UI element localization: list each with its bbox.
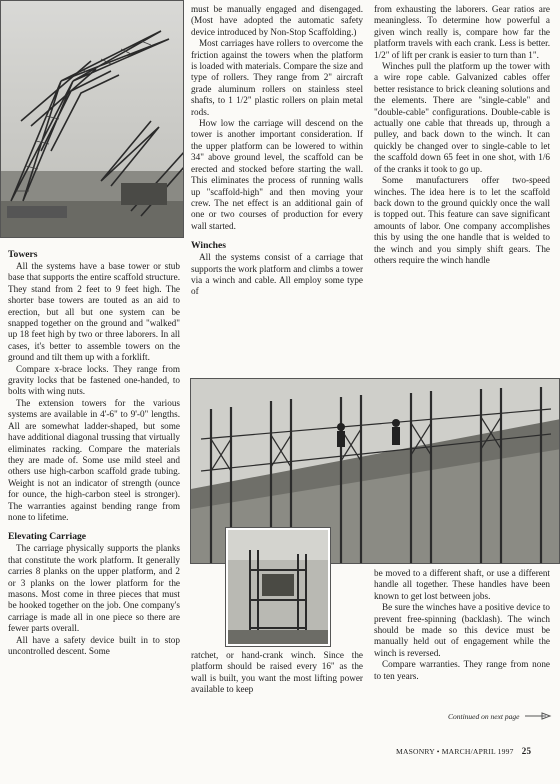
heading-elevating-carriage: Elevating Carriage — [8, 531, 87, 543]
continued-text: Continued on next page — [448, 712, 520, 721]
magazine-issue: MASONRY • MARCH/APRIL 1997 — [396, 747, 514, 756]
paragraph: ratchet, or hand-crank winch. Since the platform should be raised every 16" as the wall is built, you want the most lifting power available to keep — [191, 650, 363, 695]
paragraph: The extension towers for the various systems are available in 4'-6" to 9'-0" lengths. All are somewhat ladder-shaped, but some have additional diagonal trussing that virtually eliminates racking. Compare the materials they are made of. Some use mild steel and others use high-carbon scaffold grade tubing. Weight is not an indicator of strength (ounce for ounce, the high-carbon steel is stronger). The warranties against bending range from none to lifetime. — [8, 397, 180, 522]
page-footer — [396, 746, 531, 756]
heading-towers: Towers — [8, 249, 38, 260]
column-2 — [191, 4, 363, 298]
paragraph: Some manufacturers offer two-speed winches. The idea here is to let the scaffold back down to the ground quickly once the wall is topped out. This feature can save significant amounts of labor. One company accomplishes this by using the one handle that is welded to the winch and you simply shift gears. The others require the winch handle — [374, 175, 550, 265]
column-1 — [8, 246, 180, 657]
photo-scaffold-towers-image — [1, 1, 184, 238]
photo-scaffold-closeup-image — [228, 530, 328, 644]
arrow-icon — [524, 712, 552, 722]
paragraph: Winches pull the platform up the tower with a wire rope cable. Galvanized cables offer better resistance to brick cleaning solutions and the elements. There are "single-cable" and "double-cable" configurations. Double-cable is actually one cable that threads up, through a pulley, and back down to the winch. It can quickly be changed over to single-cable to let the scaffold down 65 feet in one shot, with 1/6 of the cranks it took to go up. — [374, 61, 550, 174]
column-3 — [374, 4, 550, 266]
paragraph: Be sure the winches have a positive device to prevent free-spinning (backlash). The winch should be made so this device must be manually held out of engagement while the winch is reversed. — [374, 602, 550, 658]
photo-scaffold-closeup — [226, 528, 330, 646]
heading-winches: Winches — [191, 240, 227, 252]
paragraph: from exhausting the laborers. Gear ratios are meaningless. To determine how powerful a given winch really is, compare how far the platform travels with each crank. Less is better. 1/2" of lift per crank is easier to turn than 1". — [374, 4, 550, 60]
column-2-continued — [191, 650, 363, 696]
paragraph: All have a safety device built in to stop uncontrolled descent. Some — [8, 634, 180, 656]
paragraph: be moved to a different shaft, or use a different handle all together. These handles have been known to get lost between jobs. — [374, 568, 550, 601]
paragraph: Most carriages have rollers to overcome the friction against the towers when the platform is loaded with materials. Compare the size and type of rollers. They range from 2" aircraft grade aluminum rollers on stainless steel shafts, to 1 1/2" plastic rollers on plain metal rods. — [191, 38, 363, 117]
paragraph: All the systems consist of a carriage that supports the work platform and climbs a tower via a winch and cable. All employ some type of — [191, 252, 363, 297]
paragraph: Compare x-brace locks. They range from gravity locks that be fastened one-handed, to bolts with wing nuts. — [8, 363, 180, 397]
paragraph: How low the carriage will descend on the tower is another important consideration. If the upper platform can be lowered to within 34" above ground level, the scaffold can be erected and stocked before starting the wall. This eliminates the process of running walls up "scaffold-high" and then moving your crew. The net effect is an additional gain of one or two courses of production for every wall started. — [191, 118, 363, 231]
paragraph: All the systems have a base tower or stub base that supports the entire scaffold structure. They stand from 2 feet to 9 feet high. The shorter base towers are touted as an aid to erection, but all but one system can be snapped together on the ground and "walked" up 18 feet high by two or three laborers. In all cases, it's better to assemble towers on the ground and tilt them up with a forklift. — [8, 261, 180, 363]
photo-scaffold-towers — [0, 0, 184, 238]
paragraph: The carriage physically supports the planks that constitute the work platform. It generally carries 8 planks on the upper platform, and 2 or 3 planks on the lower platform for the masons. Most come in three pieces that must be hooked together on the job. One company's carriage is made all in one piece so there are fewer parts overall. — [8, 543, 180, 634]
page-number: 25 — [521, 746, 532, 756]
column-3-continued — [374, 568, 550, 682]
continued-note — [448, 712, 552, 722]
paragraph: Compare warranties. They range from none to ten years. — [374, 659, 550, 681]
paragraph: must be manually engaged and disengaged. (Most have adopted the automatic safety device introduced by Non-Stop Scaffolding.) — [191, 4, 363, 37]
